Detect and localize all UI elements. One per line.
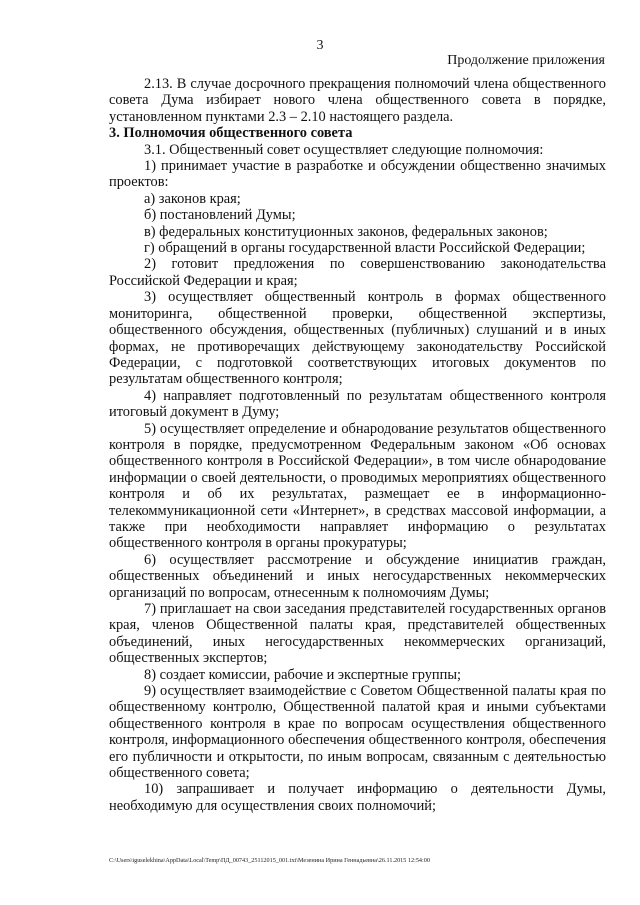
list-item: 6) осуществляет рассмотрение и обсуждение инициатив граждан, общественных объединений и иных негосударственных некоммерческих организаций по вопросам, отнесенным к полномочиям Думы; <box>109 551 606 601</box>
paragraph-3-1: 3.1. Общественный совет осуществляет следующие полномочия: <box>144 141 544 158</box>
list-item: 8) создает комиссии, рабочие и экспертные группы; <box>144 666 461 683</box>
list-item: 4) направляет подготовленный по результатам общественного контроля итоговый документ в Думу; <box>109 387 606 421</box>
list-item: 1) принимает участие в разработке и обсуждении общественно значимых проектов: <box>109 158 606 191</box>
section-heading: 3. Полномочия общественного совета <box>109 125 353 142</box>
list-item: 10) запрашивает и получает информацию о деятельности Думы, необходимую для осуществления своих полномочий; <box>109 781 606 814</box>
footer-file-path: C:\Users\iguselekhina\AppData\Local\Temp\ПД_00743_25112015_001.txt\Мезенина Ирина Геннадьевна\26.11.2015 12:54:00 <box>109 857 430 864</box>
list-item: 5) осуществляет определение и обнародование результатов общественного контроля в порядке, предусмотренном Федеральным законом «Об основах общественного контроля в Российской Федерации», в том числе обнародование информации о своей деятельности, о проводимых мероприятиях общественного контроля и об их результатах, размещает ее в информационно-телекоммуникационной сети «Интернет», в средствах массовой информации, а также при необходимости направляет информацию о результатах общественного контроля в органы прокуратуры; <box>109 420 606 552</box>
list-item: б) постановлений Думы; <box>144 207 296 224</box>
list-item: г) обращений в органы государственной власти Российской Федерации; <box>144 240 586 257</box>
list-item: 3) осуществляет общественный контроль в формах общественного мониторинга, общественной проверки, общественной экспертизы, общественного обсуждения, общественных (публичных) слушаний и в иных формах, не противоречащих действующему законодательству Российской Федерации, с подготовкой соответствующих итоговых документов по результатам общественного контроля; <box>109 289 606 388</box>
page-number: 3 <box>316 38 324 53</box>
paragraph-2-13: 2.13. В случае досрочного прекращения полномочий члена общественного совета Дума избирает нового члена общественного совета в порядке, установленном пунктами 2.3 – 2.10 настоящего раздела. <box>109 76 606 125</box>
list-item: в) федеральных конституционных законов, федеральных законов; <box>144 223 548 240</box>
continuation-label: Продолжение приложения <box>447 53 605 68</box>
list-item: 2) готовит предложения по совершенствованию законодательства Российской Федерации и края; <box>109 256 606 289</box>
list-item: а) законов края; <box>144 190 241 207</box>
list-item: 7) приглашает на свои заседания представителей государственных органов края, членов Общественной палаты края, представителей общественных объединений, иных негосударственных некоммерческих организаций, общественных экспертов; <box>109 601 606 667</box>
document-body <box>109 76 606 814</box>
list-item: 9) осуществляет взаимодействие с Советом Общественной палаты края по общественному контролю, Общественной палатой края и иными субъектами общественного контроля в крае по вопросам осуществления общественного контроля, информационного обеспечения общественного контроля, обеспечения его публичности и открытости, по иным вопросам, связанным с деятельностью общественного совета; <box>109 683 606 782</box>
